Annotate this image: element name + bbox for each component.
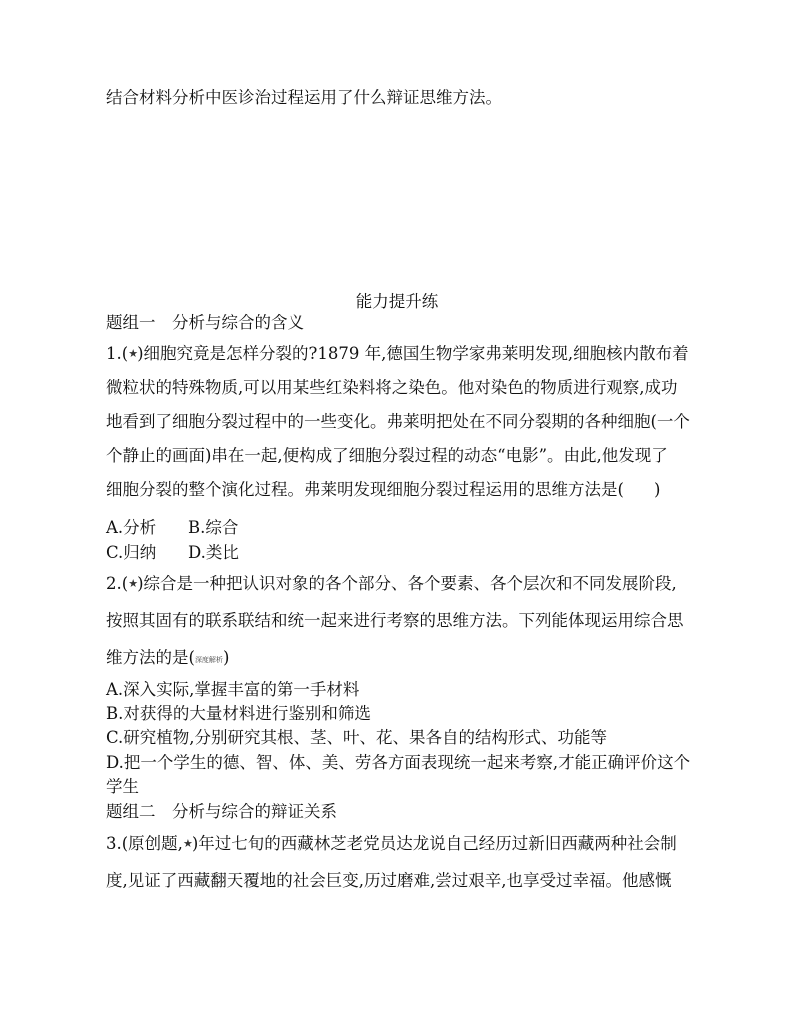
- q3-prefix: 3.(原创题,: [106, 834, 183, 853]
- q1-line-5: [106, 480, 660, 500]
- q1-options-row-1: [106, 518, 238, 538]
- q1-text-5: 细胞分裂的整个演化过程。弗莱明发现细胞分裂过程运用的思维方法是(: [106, 480, 624, 499]
- difficulty-star-icon: ★: [182, 837, 192, 850]
- q1-prefix: 1.(: [106, 344, 129, 363]
- q3-line-1: [106, 834, 677, 854]
- q1-option-a: A.分析: [106, 518, 157, 537]
- q2-text-3: 维方法的是(: [106, 648, 195, 667]
- q2-close: ): [222, 648, 230, 667]
- q1-option-c: C.归纳: [106, 543, 157, 562]
- q2-line-3: [106, 648, 229, 670]
- q1-line-3: 地看到了细胞分裂过程中的一些变化。弗莱明把处在不同分裂期的各种细胞(一个: [106, 412, 690, 431]
- q2-line-2: 按照其固有的联系联结和统一起来进行考察的思维方法。下列能体现运用综合思: [106, 611, 684, 630]
- q1-line-1: [106, 344, 689, 364]
- q1-option-b: B.综合: [188, 518, 239, 537]
- difficulty-star-icon: ★: [128, 577, 138, 590]
- q1-line-2: 微粒状的特殊物质,可以用某些红染料将之染色。他对染色的物质进行观察,成功: [106, 378, 678, 397]
- q2-option-d-cont: 学生: [106, 777, 139, 796]
- q2-prefix: 2.(: [106, 574, 129, 593]
- intro-question: 结合材料分析中医诊治过程运用了什么辩证思维方法。: [106, 88, 502, 107]
- section-title: 能力提升练: [355, 292, 439, 311]
- q3-line-2: 度,见证了西藏翻天覆地的社会巨变,历过磨难,尝过艰辛,也享受过幸福。他感慨: [106, 871, 672, 890]
- group-heading-2: 题组二 分析与综合的辩证关系: [106, 802, 337, 821]
- q2-option-b: B.对获得的大量材料进行鉴别和筛选: [106, 704, 371, 723]
- q1-text-1: )细胞究竟是怎样分裂的?1879 年,德国生物学家弗莱明发现,细胞核内散布着: [137, 344, 689, 363]
- q2-tag: 深度解析: [194, 656, 223, 664]
- group-heading-1: 题组一 分析与综合的含义: [106, 313, 304, 332]
- q1-line-4: 个静止的画面)串在一起,便构成了细胞分裂过程的动态“电影”。由此,他发现了: [106, 446, 668, 465]
- q2-option-d: D.把一个学生的德、智、体、美、劳各方面表现统一起来考察,才能正确评价这个: [106, 753, 691, 772]
- q1-close: ): [653, 480, 661, 499]
- difficulty-star-icon: ★: [128, 347, 138, 360]
- q2-option-c: C.研究植物,分别研究其根、茎、叶、花、果各自的结构形式、功能等: [106, 728, 608, 747]
- q2-option-a: A.深入实际,掌握丰富的第一手材料: [106, 680, 360, 699]
- q3-text-1: )年过七旬的西藏林芝老党员达龙说自己经历过新旧西藏两种社会制: [191, 834, 677, 853]
- q1-options-row-2: [106, 543, 239, 563]
- q2-line-1: [106, 574, 677, 594]
- q2-text-1: )综合是一种把认识对象的各个部分、各个要素、各个层次和不同发展阶段,: [137, 574, 677, 593]
- q1-option-d: D.类比: [188, 543, 239, 562]
